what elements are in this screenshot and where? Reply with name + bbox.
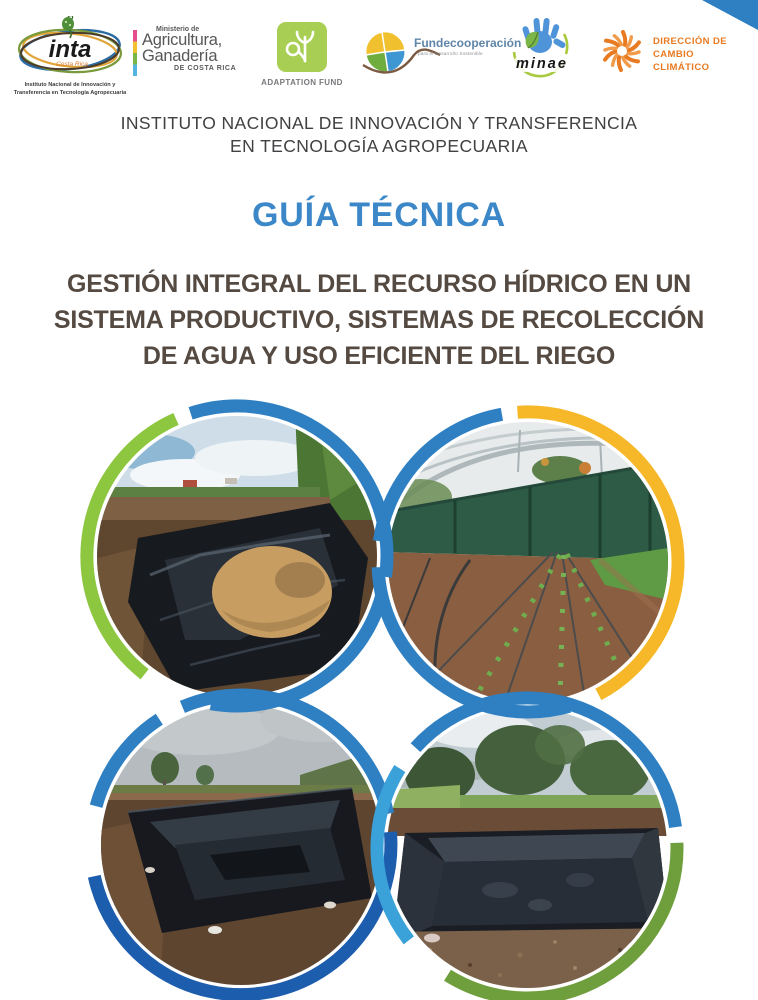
mag-line4: DE COSTA RICA	[174, 65, 237, 72]
inta-subtext-1: Instituto Nacional de Innovación y	[24, 82, 116, 88]
dcc-line1: DIRECCIÓN DE	[653, 36, 727, 47]
adaptation-fund-label: ADAPTATION FUND	[261, 78, 343, 87]
subtitle-line1: GESTIÓN INTEGRAL DEL RECURSO HÍDRICO EN UN	[66, 270, 692, 298]
inta-country: Costa Rica	[56, 61, 88, 68]
dcc-line2: CAMBIO CLIMÁTICO	[653, 49, 710, 73]
fundecooperacion-name: Fundecooperación	[414, 36, 522, 50]
page-title: GUÍA TÉCNICA	[252, 196, 506, 234]
mag-line1: Ministerio de	[156, 26, 200, 33]
institute-line1: INSTITUTO NACIONAL DE INNOVACIÓN Y TRANSFERENCIA	[120, 113, 638, 133]
mag-line3: Ganadería	[142, 46, 218, 65]
subtitle-line2: SISTEMA PRODUCTIVO, SISTEMAS DE RECOLECCIÓN	[53, 306, 705, 334]
inta-wordmark: inta	[48, 36, 92, 63]
minae-name: minae	[516, 56, 568, 72]
institute-line2: EN TECNOLOGÍA AGROPECUARIA	[230, 136, 528, 156]
fundecooperacion-tagline: para el Desarrollo Sostenible	[418, 51, 483, 56]
inta-subtext-2: Transferencia en Tecnología Agropecuaria	[13, 89, 127, 96]
mag-line2: Agricultura,	[142, 31, 222, 49]
subtitle-line3: DE AGUA Y USO EFICIENTE DEL RIEGO	[142, 342, 616, 370]
